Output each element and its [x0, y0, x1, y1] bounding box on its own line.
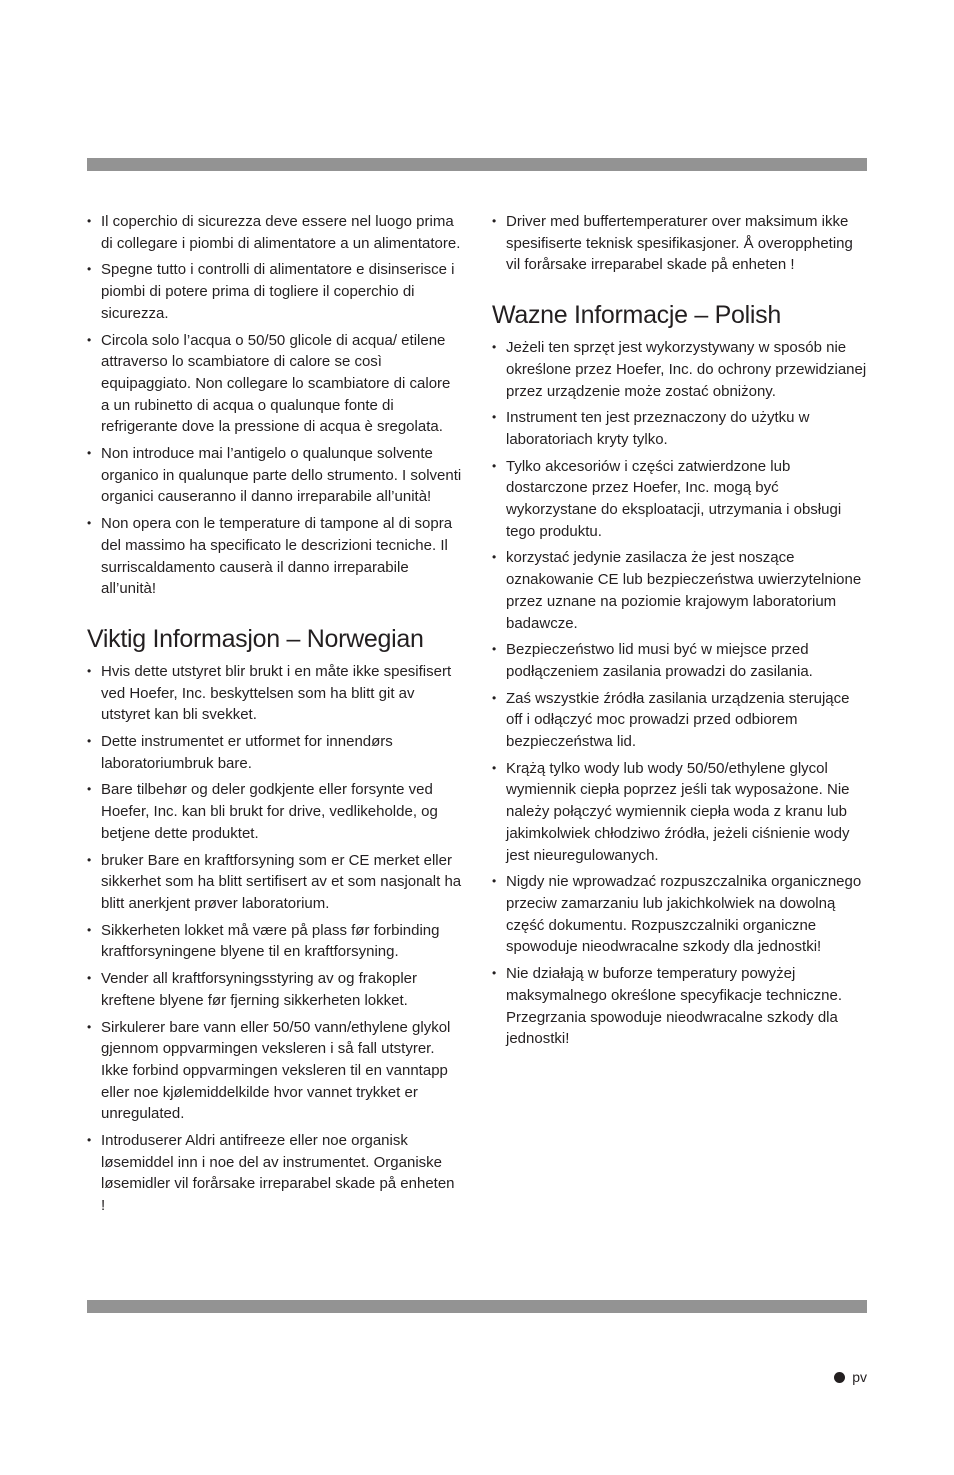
list-item: • Bezpieczeństwo lid musi być w miejsce przed podłączeniem zasilania prowadzi do zasilania.: [492, 639, 867, 682]
list-item: • Tylko akcesoriów i części zatwierdzone lub dostarczone przez Hoefer, Inc. mogą być wykorzystane do eksploatacji, utrzymania i obsługi tego produktu.: [492, 456, 867, 543]
polish-section-title: Wazne Informacje – Polish: [492, 301, 781, 330]
list-item: • korzystać jedynie zasilacza że jest noszące oznakowanie CE lub bezpieczeństwa uwierzytelnione przez uznane na poziomie krajowym laboratorium badawcze.: [492, 547, 867, 634]
list-item: • bruker Bare en kraftforsyning som er CE merket eller sikkerhet som ha blitt sertifisert av et som nasjonalt ha blitt anerkjent prøver laboratorium.: [87, 850, 462, 915]
list-item: • Non introduce mai l’antigelo o qualunque solvente organico in qualunque parte dello strumento. I solventi organici causeranno il danno irreparabile all’unità!: [87, 443, 462, 508]
list-item: • Sirkulerer bare vann eller 50/50 vann/ethylene glykol gjennom oppvarmingen veksleren i så fall utstyrer. Ikke forbind oppvarmingen veksleren til en vanntapp eller noe kjølemiddelkilde hvor vannet trykket er unregulated.: [87, 1017, 462, 1126]
list-item: • Vender all kraftforsyningsstyring av og frakopler kreftene blyene før fjerning sikkerheten lokket.: [87, 968, 462, 1011]
page-footer: [834, 1369, 867, 1385]
right-column: [492, 211, 867, 1055]
list-item: • Krążą tylko wody lub wody 50/50/ethylene glycol wymiennik ciepła poprzez jeśli tak wyposażone. Nie należy połączyć wymiennik ciepła woda z kranu lub jakimkolwiek chłodziwo źródła, jeżeli ciśnienie wody jest nieuregulowanych.: [492, 758, 867, 867]
list-item: • Sikkerheten lokket må være på plass før forbinding kraftforsyningene blyene til en kraftforsyning.: [87, 920, 462, 963]
norwegian-warning-list: [87, 661, 462, 1217]
page-number: pv: [852, 1369, 867, 1385]
norwegian-section-title: Viktig Informasjon – Norwegian: [87, 624, 424, 653]
list-item: • Non opera con le temperature di tampone al di sopra del massimo ha specificato le descrizioni tecniche. Il surriscaldamento causerà il danno irreparabile all’unità!: [87, 513, 462, 600]
list-item: • Jeżeli ten sprzęt jest wykorzystywany w sposób nie określone przez Hoefer, Inc. do ochrony przewidzianej przez urządzenie może zostać obniżony.: [492, 337, 867, 402]
list-item: • Dette instrumentet er utformet for innendørs laboratoriumbruk bare.: [87, 731, 462, 774]
list-item: • Bare tilbehør og deler godkjente eller forsynte ved Hoefer, Inc. kan bli brukt for drive, vedlikeholde, og betjene dette produktet.: [87, 779, 462, 844]
list-item: • Circola solo l’acqua o 50/50 glicole di acqua/ etilene attraverso lo scambiatore di calore se così equipaggiato. Non collegare lo scambiatore di calore a un rubinetto di acqua o qualunque fonte di refrigerante dove la pressione di acqua è sregolata.: [87, 330, 462, 439]
italian-warning-list: [87, 211, 462, 600]
list-item: • Il coperchio di sicurezza deve essere nel luogo prima di collegare i piombi di alimentatore a un alimentatore.: [87, 211, 462, 254]
bottom-divider-bar: [87, 1300, 867, 1313]
list-item: • Zaś wszystkie źródła zasilania urządzenia sterujące off i odłączyć moc prowadzi przed odbiorem bezpieczeństwa lid.: [492, 688, 867, 753]
list-item: • Instrument ten jest przeznaczony do użytku w laboratoriach kryty tylko.: [492, 407, 867, 450]
list-item: • Introduserer Aldri antifreeze eller noe organisk løsemiddel inn i noe del av instrumentet. Organiske løsemidler vil forårsake irreparabel skade på enheten !: [87, 1130, 462, 1217]
left-column: [87, 211, 462, 1222]
polish-warning-list: [492, 337, 867, 1050]
list-item: • Driver med buffertemperaturer over maksimum ikke spesifiserte teknisk spesifikasjoner. Å overoppheting vil forårsake irreparabel skade på enheten !: [492, 211, 867, 276]
top-divider-bar: [87, 158, 867, 171]
norwegian-warning-list-continued: [492, 211, 867, 276]
list-item: • Hvis dette utstyret blir brukt i en måte ikke spesifisert ved Hoefer, Inc. beskyttelsen som ha blitt git av utstyret kan bli svekket.: [87, 661, 462, 726]
list-item: • Spegne tutto i controlli di alimentatore e disinserisce i piombi di potere prima di togliere il coperchio di sicurezza.: [87, 259, 462, 324]
bullet-dot-icon: [834, 1372, 845, 1383]
list-item: • Nigdy nie wprowadzać rozpuszczalnika organicznego przeciw zamarzaniu lub jakichkolwiek na dowolną część dokumentu. Rozpuszczalniki organiczne spowoduje nieodwracalne szkody dla jednostki!: [492, 871, 867, 958]
list-item: • Nie działają w buforze temperatury powyżej maksymalnego określone specyfikacje techniczne. Przegrzania spowoduje nieodwracalne szkody dla jednostki!: [492, 963, 867, 1050]
